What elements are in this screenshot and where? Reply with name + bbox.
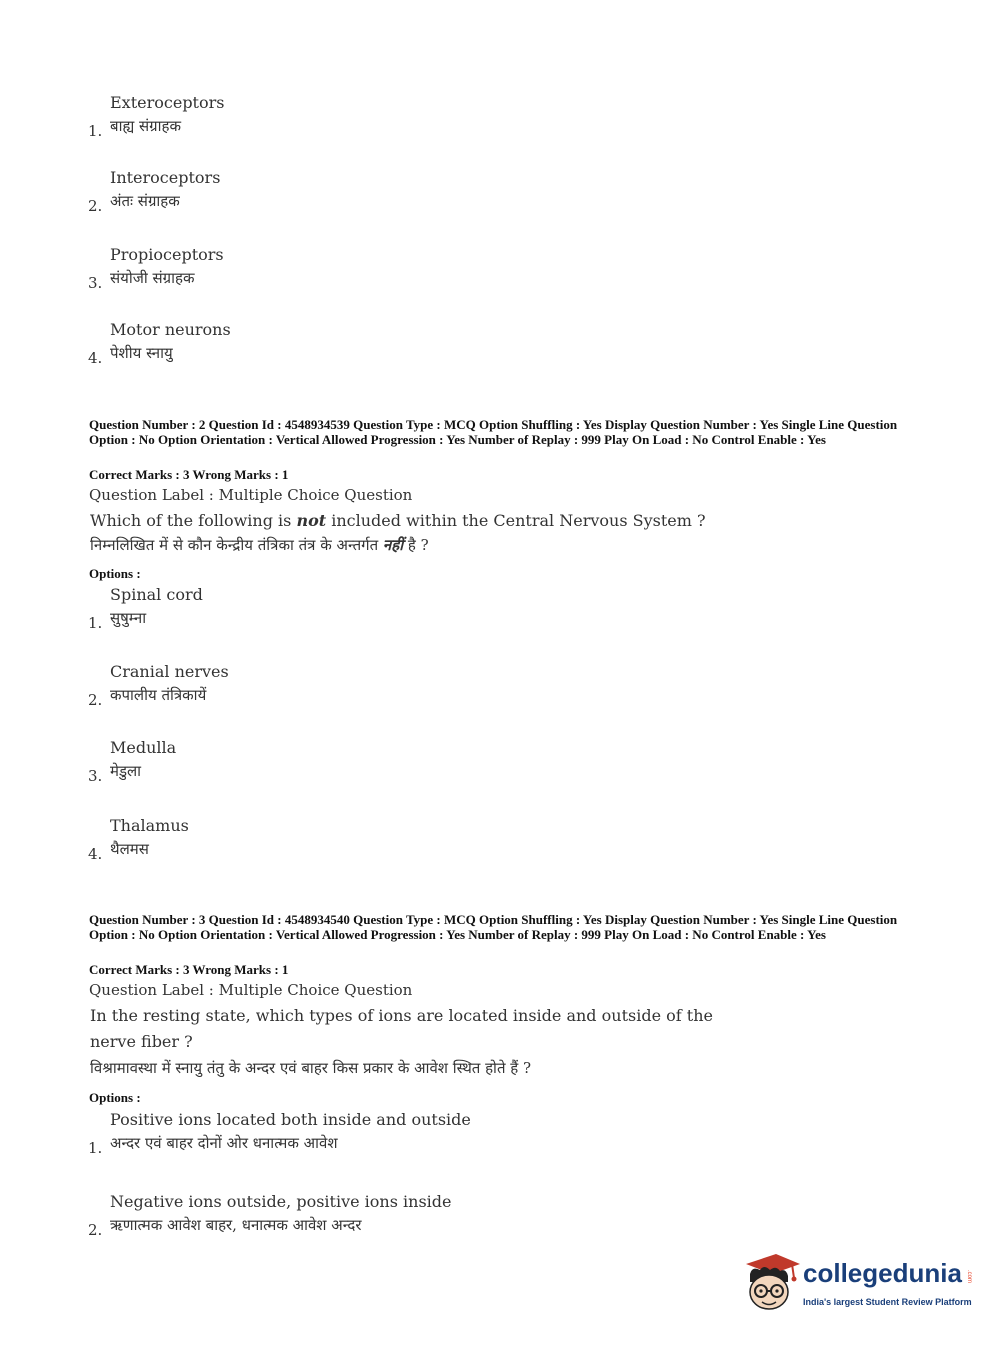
option-number: 1.	[88, 614, 103, 632]
q3-options-label: Options :	[89, 1090, 141, 1105]
mascot-icon	[742, 1252, 802, 1314]
option-text-hi: बाह्य संग्राहक	[110, 117, 181, 135]
option-text-hi: कपालीय तंत्रिकायें	[110, 686, 207, 704]
option-text-en: Exteroceptors	[110, 93, 225, 112]
q3-label: Question Label : Multiple Choice Question	[89, 981, 413, 999]
q2-meta: Question Number : 2 Question Id : 4548934539 Question Type : MCQ Option Shuffling : Yes Display Question Number : Yes Single Line Question Option : No Option Orientation : Vertical Allowed Progression : Yes Number of Replay : 999 Play On Load : No Control Enable : Yes	[89, 417, 898, 447]
q3-question-text-line1: In the resting state, which types of ions are located inside and outside of the	[90, 1006, 713, 1025]
option-text-hi: थैलमस	[110, 840, 149, 858]
logo-com: .com	[966, 1270, 972, 1284]
q2-hi-emph: नहीं	[382, 536, 404, 554]
option-number: 2.	[88, 197, 103, 215]
option-number: 1.	[88, 122, 103, 140]
option-text-hi: अन्दर एवं बाहर दोनों ओर धनात्मक आवेश	[110, 1134, 338, 1152]
q2-text-after: included within the Central Nervous System ?	[326, 511, 706, 530]
q3-meta: Question Number : 3 Question Id : 4548934540 Question Type : MCQ Option Shuffling : Yes Display Question Number : Yes Single Line Question Option : No Option Orientation : Vertical Allowed Progression : Yes Number of Replay : 999 Play On Load : No Control Enable : Yes	[89, 912, 898, 942]
option-text-hi: संयोजी संग्राहक	[110, 269, 195, 287]
collegedunia-logo[interactable]	[742, 1252, 972, 1318]
q2-hi-before: निम्नलिखित में से कौन केन्द्रीय तंत्रिका तंत्र के अन्तर्गत	[90, 536, 383, 554]
option-number: 3.	[88, 274, 103, 292]
option-text-en: Negative ions outside, positive ions inside	[110, 1192, 452, 1211]
option-number: 2.	[88, 1221, 103, 1239]
logo-tagline: India's largest Student Review Platform	[803, 1297, 972, 1307]
option-number: 2.	[88, 691, 103, 709]
option-text-en: Thalamus	[110, 816, 189, 835]
q3-question-text-hi: विश्रामावस्था में स्नायु तंतु के अन्दर एवं बाहर किस प्रकार के आवेश स्थित होते हैं ?	[90, 1059, 532, 1077]
logo-name: collegedunia	[803, 1258, 962, 1288]
q2-text-emph: not	[296, 511, 327, 530]
option-text-hi: सुषुम्ना	[110, 609, 147, 627]
option-text-en: Positive ions located both inside and outside	[110, 1110, 471, 1129]
option-number: 4.	[88, 845, 103, 863]
q2-label: Question Label : Multiple Choice Question	[89, 486, 413, 504]
q2-marks: Correct Marks : 3 Wrong Marks : 1	[89, 467, 289, 482]
q3-marks: Correct Marks : 3 Wrong Marks : 1	[89, 962, 289, 977]
option-text-en: Medulla	[110, 738, 177, 757]
option-text-en: Propioceptors	[110, 245, 224, 264]
q3-question-text-line2: nerve fiber ?	[90, 1032, 193, 1051]
q2-text-before: Which of the following is	[90, 511, 297, 530]
option-number: 4.	[88, 349, 103, 367]
option-number: 1.	[88, 1139, 103, 1157]
option-text-hi: पेशीय स्नायु	[110, 344, 173, 362]
option-text-hi: ऋणात्मक आवेश बाहर, धनात्मक आवेश अन्दर	[110, 1216, 362, 1234]
q2-options-label: Options :	[89, 566, 141, 581]
q2-question-text-hi	[90, 535, 429, 555]
option-text-hi: अंतः संग्राहक	[110, 192, 180, 210]
option-text-en: Spinal cord	[110, 585, 203, 604]
option-number: 3.	[88, 767, 103, 785]
option-text-hi: मेडुला	[110, 762, 142, 780]
option-text-en: Interoceptors	[110, 168, 221, 187]
option-text-en: Cranial nerves	[110, 662, 229, 681]
q2-question-text	[90, 511, 706, 530]
q2-hi-after: है ?	[403, 536, 429, 554]
option-text-en: Motor neurons	[110, 320, 231, 339]
